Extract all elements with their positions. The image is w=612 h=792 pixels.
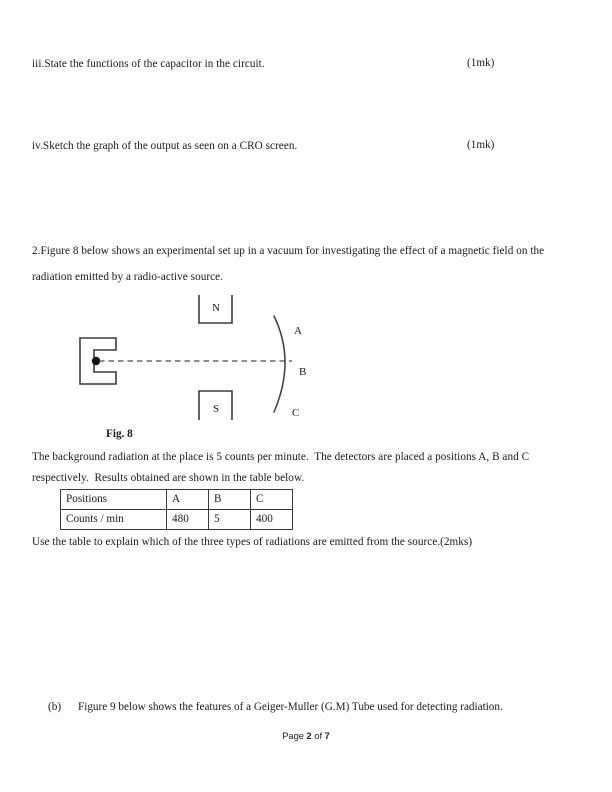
table-cell-position-c: C [251,490,293,510]
figure-8-caption: Fig. 8 [106,428,133,440]
results-table [60,489,293,530]
label-north-pole: N [212,302,220,314]
footer-total-pages: 7 [324,731,330,741]
page-footer [0,731,612,741]
table-cell-row-label: Counts / min [61,510,167,530]
label-detector-a: A [294,325,302,337]
background-radiation-line-1: The background radiation at the place is 5 counts per minute. The detectors are placed a positions A, B and C [32,451,530,463]
question-iii-marks: (1mk) [467,57,495,69]
question-iv-marks: (1mk) [467,139,495,151]
table-cell-counts-a: 480 [167,510,209,530]
curved-detector-screen [274,316,285,412]
part-b-label: (b) [48,701,62,713]
footer-middle: of [311,731,325,741]
table-instruction-text: Use the table to explain which of the three types of radiations are emitted from the source.(2mks) [32,536,473,548]
question-2-line-2: radiation emitted by a radio-active source. [32,271,224,283]
label-detector-c: C [292,407,300,419]
table-row [61,490,293,510]
table-cell-position-a: A [167,490,209,510]
table-cell-row-label: Positions [61,490,167,510]
label-south-pole: S [213,403,220,415]
part-b-text: Figure 9 below shows the features of a Geiger-Muller (G.M) Tube used for detecting radiation. [78,701,503,713]
footer-current-page: 2 [306,731,312,741]
figure-8-svg [0,290,612,430]
radioactive-source-dot [92,357,100,365]
table-cell-counts-b: 5 [209,510,251,530]
label-detector-b: B [299,366,307,378]
footer-prefix: Page [282,731,307,741]
background-radiation-line-2: respectively. Results obtained are shown in the table below. [32,472,305,484]
question-2-line-1: 2.Figure 8 below shows an experimental set up in a vacuum for investigating the effect of a magnetic field on the [32,245,545,257]
table-cell-counts-c: 400 [251,510,293,530]
question-iii-text: iii.State the functions of the capacitor in the circuit. [32,58,265,70]
figure-8-diagram [0,290,612,430]
table-row [61,510,293,530]
question-iv-text: iv.Sketch the graph of the output as seen on a CRO screen. [32,140,298,152]
table-cell-position-b: B [209,490,251,510]
